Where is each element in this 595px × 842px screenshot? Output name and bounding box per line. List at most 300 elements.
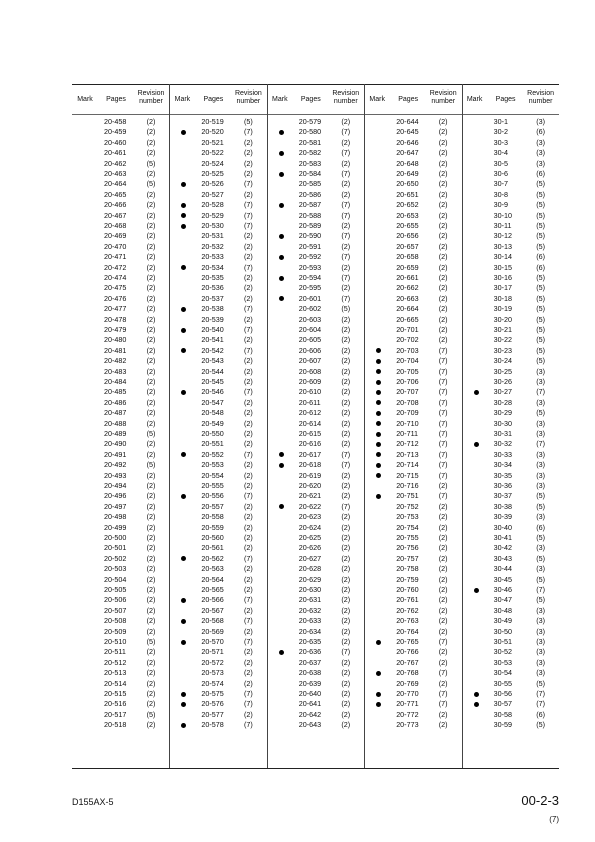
revision-mark-bullet (279, 296, 284, 301)
page-cell: 20-497 (104, 501, 127, 511)
revision-cell: (3) (536, 117, 545, 126)
page-cell: 20-533 (201, 252, 224, 262)
revision-mark-bullet (376, 421, 381, 426)
revision-cell: (2) (243, 678, 253, 688)
revision-cell: (2) (438, 314, 448, 324)
revision-cell: (2) (438, 179, 448, 189)
revision-mark-bullet (181, 307, 186, 312)
revision-cell: (7) (438, 429, 448, 438)
page-cell: 20-519 (201, 117, 224, 126)
page-cell: 30-58 (493, 709, 512, 719)
page-cell: 20-500 (104, 533, 127, 542)
page-cell: 20-534 (201, 262, 224, 272)
revision-cell: (2) (438, 533, 448, 542)
revision-cell: (7) (438, 470, 448, 480)
page-cell: 20-609 (298, 377, 322, 386)
revision-cell: (2) (243, 647, 253, 657)
header-revision-number: Revision number (429, 90, 457, 105)
revision-cell: (7) (243, 262, 253, 272)
revision-cell: (7) (438, 356, 448, 366)
page-cell: 20-536 (201, 283, 224, 293)
page-cell: 20-460 (104, 137, 127, 147)
page-cell: 30-30 (493, 418, 512, 428)
revision-cell: (3) (536, 137, 545, 147)
revision-cell: (2) (146, 481, 156, 490)
revision-cell: (2) (243, 501, 253, 511)
revision-cell: (2) (341, 574, 351, 584)
revision-mark-bullet (474, 702, 479, 707)
page-cell: 20-664 (396, 304, 419, 314)
page-cell: 20-627 (298, 553, 322, 563)
page-cell: 20-606 (298, 345, 322, 355)
page-cell: 20-632 (298, 605, 322, 615)
page-cell: 20-628 (298, 564, 322, 574)
revision-cell: (2) (146, 522, 156, 532)
revision-cell: (2) (341, 335, 351, 345)
page-cell: 20-712 (396, 439, 419, 449)
revision-cell: (2) (146, 283, 156, 293)
revision-mark-bullet (279, 504, 284, 509)
revision-cell: (7) (536, 387, 545, 397)
revision-cell: (2) (341, 720, 351, 730)
revision-mark-bullet (376, 348, 381, 353)
page-cell: 30-9 (493, 200, 508, 210)
page-cell: 30-23 (493, 345, 512, 355)
page-cell: 20-657 (396, 241, 419, 251)
header-mark: Mark (369, 96, 385, 103)
revision-cell: (7) (438, 439, 448, 449)
revision-cell: (2) (146, 501, 156, 511)
page-cell: 20-752 (396, 501, 419, 511)
page-cell: 30-45 (493, 574, 512, 584)
revision-cell: (2) (243, 668, 253, 678)
page-cell: 20-505 (104, 585, 127, 594)
revision-mark-bullet (376, 390, 381, 395)
header-mark: Mark (77, 96, 93, 103)
revision-cell: (2) (243, 626, 253, 636)
page-cell: 30-43 (493, 553, 512, 563)
revision-cell: (2) (341, 262, 351, 272)
page-cell: 20-575 (201, 689, 224, 698)
revision-cell: (2) (243, 273, 253, 282)
header-pages: Pages (495, 96, 516, 103)
page-cell: 20-539 (201, 314, 224, 324)
page-cell: 20-573 (201, 668, 224, 678)
revision-mark-bullet (376, 380, 381, 385)
page-cell: 20-475 (104, 283, 127, 293)
page-cell: 30-44 (493, 564, 512, 574)
revision-cell: (7) (438, 491, 448, 501)
page-cell: 20-590 (298, 231, 322, 241)
revision-cell: (2) (438, 325, 448, 334)
page-cell: 20-483 (104, 366, 127, 376)
revision-cell: (2) (243, 709, 253, 719)
page-cell: 20-548 (201, 408, 224, 418)
page-cell: 20-538 (201, 304, 224, 314)
page-cell: 20-489 (104, 429, 127, 438)
revision-mark-bullet (474, 390, 479, 395)
revision-cell: (2) (341, 605, 351, 615)
revision-cell: (2) (341, 481, 351, 490)
page-cell: 20-625 (298, 533, 322, 542)
revision-cell: (2) (341, 221, 351, 230)
revision-cell: (2) (438, 605, 448, 615)
revision-cell: (7) (243, 699, 253, 709)
revision-cell: (5) (536, 189, 545, 199)
revision-mark-bullet (181, 130, 186, 135)
page-cell: 30-10 (493, 210, 512, 220)
page-cell: 20-499 (104, 522, 127, 532)
page-cell: 30-35 (493, 470, 512, 480)
revision-cell: (2) (146, 449, 156, 459)
revision-cell: (2) (438, 522, 448, 532)
revision-cell: (2) (438, 169, 448, 178)
page-cell: 20-656 (396, 231, 419, 241)
revision-cell: (2) (438, 481, 448, 490)
page-cell: 20-492 (104, 460, 127, 470)
page-cell: 30-28 (493, 397, 512, 407)
page-cell: 20-556 (201, 491, 224, 501)
revision-cell: (2) (341, 283, 351, 293)
page-cell: 20-484 (104, 377, 127, 386)
revision-cell: (7) (243, 616, 253, 626)
revision-cell: (2) (341, 137, 351, 147)
header-pages: Pages (203, 96, 224, 103)
revision-mark-bullet (279, 203, 284, 208)
revision-mark-bullet (376, 494, 381, 499)
revision-mark-bullet (181, 598, 186, 603)
revision-cell: (2) (438, 148, 448, 158)
revision-cell: (7) (438, 387, 448, 397)
page-cell: 20-711 (396, 429, 419, 438)
revision-cell: (3) (536, 512, 545, 522)
page-cell: 30-53 (493, 657, 512, 667)
page-cell: 20-476 (104, 293, 127, 303)
page-revision: (7) (549, 815, 559, 824)
revision-cell: (2) (146, 252, 156, 262)
revision-cell: (7) (243, 179, 253, 189)
revision-cell: (7) (438, 637, 448, 646)
revision-cell: (3) (536, 377, 545, 386)
page-cell: 20-464 (104, 179, 127, 189)
page-cell: 20-530 (201, 221, 224, 230)
page-cell: 20-591 (298, 241, 322, 251)
revision-mark-bullet (279, 234, 284, 239)
revision-cell: (2) (146, 397, 156, 407)
page-cell: 20-710 (396, 418, 419, 428)
page-cell: 30-55 (493, 678, 512, 688)
revision-cell: (2) (146, 585, 156, 594)
revision-cell: (2) (341, 397, 351, 407)
page-cell: 20-527 (201, 189, 224, 199)
page-cell: 30-2 (493, 127, 508, 137)
revision-cell: (7) (438, 366, 448, 376)
page-cell: 30-12 (493, 231, 512, 241)
revision-mark-bullet (181, 224, 186, 229)
page-cell: 20-629 (298, 574, 322, 584)
revision-cell: (2) (243, 460, 253, 470)
revision-mark-bullet (181, 390, 186, 395)
revision-cell: (2) (243, 543, 253, 553)
page-cell: 20-582 (298, 148, 322, 158)
page-cell: 30-49 (493, 616, 512, 626)
table-top-rule (72, 84, 559, 85)
revision-cell: (2) (341, 439, 351, 449)
page-cell: 20-511 (104, 647, 126, 657)
page-cell: 20-768 (396, 668, 419, 678)
revision-cell: (2) (146, 512, 156, 522)
revision-mark-bullet (376, 692, 381, 697)
revision-cell: (2) (146, 262, 156, 272)
page-cell: 30-59 (493, 720, 512, 730)
revision-cell: (2) (438, 574, 448, 584)
revision-cell: (2) (341, 418, 351, 428)
page-cell: 30-17 (493, 283, 512, 293)
header-pages: Pages (106, 96, 126, 103)
revision-cell: (2) (146, 335, 156, 345)
revision-cell: (5) (146, 637, 156, 646)
page-cell: 20-529 (201, 210, 224, 220)
revision-mark-bullet (376, 463, 381, 468)
revision-cell: (7) (438, 418, 448, 428)
page-cell: 20-645 (396, 127, 419, 137)
revision-cell: (7) (243, 304, 253, 314)
page-cell: 20-584 (298, 169, 322, 178)
revision-mark-bullet (376, 702, 381, 707)
revision-cell: (2) (243, 293, 253, 303)
page-cell: 20-549 (201, 418, 224, 428)
page-cell: 20-470 (104, 241, 127, 251)
revision-cell: (7) (243, 127, 253, 137)
revision-cell: (2) (146, 533, 156, 542)
revision-mark-bullet (376, 432, 381, 437)
page-cell: 30-32 (493, 439, 512, 449)
page-cell: 20-630 (298, 585, 322, 594)
revision-cell: (2) (146, 418, 156, 428)
page-cell: 20-490 (104, 439, 127, 449)
revision-cell: (2) (341, 678, 351, 688)
revision-cell: (5) (536, 335, 545, 345)
revision-cell: (2) (341, 657, 351, 667)
page-cell: 30-4 (493, 148, 508, 158)
revision-cell: (2) (438, 616, 448, 626)
revision-cell: (7) (341, 501, 351, 511)
page-cell: 30-42 (493, 543, 512, 553)
page-cell: 20-760 (396, 585, 419, 594)
revision-cell: (2) (243, 574, 253, 584)
revision-cell: (7) (243, 387, 253, 397)
revision-cell: (6) (536, 262, 545, 272)
revision-cell: (7) (341, 210, 351, 220)
revision-cell: (2) (146, 408, 156, 418)
revision-cell: (2) (438, 293, 448, 303)
page-cell: 20-623 (298, 512, 322, 522)
revision-cell: (2) (438, 304, 448, 314)
revision-cell: (2) (438, 543, 448, 553)
revision-cell: (5) (146, 158, 156, 168)
page-cell: 30-46 (493, 585, 512, 594)
revision-cell: (2) (438, 709, 448, 719)
page-cell: 20-659 (396, 262, 419, 272)
revision-cell: (5) (536, 273, 545, 282)
page-cell: 20-524 (201, 158, 224, 168)
page-cell: 30-8 (493, 189, 508, 199)
revision-cell: (2) (438, 585, 448, 594)
revision-cell: (7) (536, 439, 545, 449)
revision-cell: (3) (536, 637, 545, 646)
revision-cell: (2) (146, 148, 156, 158)
page-cell: 20-636 (298, 647, 322, 657)
revision-cell: (2) (146, 273, 156, 282)
revision-cell: (6) (536, 252, 545, 262)
revision-cell: (2) (146, 387, 156, 397)
page-cell: 30-51 (493, 637, 512, 646)
page-cell: 20-463 (104, 169, 127, 178)
revision-mark-bullet (376, 640, 381, 645)
header-mark: Mark (272, 96, 288, 103)
revision-cell: (2) (341, 522, 351, 532)
revision-cell: (5) (536, 283, 545, 293)
revision-mark-bullet (376, 359, 381, 364)
revision-cell: (2) (243, 408, 253, 418)
page-cell: 20-513 (104, 668, 127, 678)
page-cell: 20-650 (396, 179, 419, 189)
revision-cell: (2) (146, 543, 156, 553)
page-cell: 20-653 (396, 210, 419, 220)
revision-cell: (2) (243, 335, 253, 345)
revision-cell: (2) (243, 481, 253, 490)
page-cell: 20-612 (298, 408, 322, 418)
page-cell: 20-762 (396, 605, 419, 615)
revision-cell: (2) (146, 200, 156, 210)
page-cell: 20-652 (396, 200, 419, 210)
page-cell: 20-595 (298, 283, 322, 293)
page-cell: 30-27 (493, 387, 512, 397)
page-cell: 20-481 (104, 345, 127, 355)
revision-cell: (5) (536, 241, 545, 251)
revision-cell: (2) (438, 137, 448, 147)
revision-cell: (5) (536, 533, 545, 542)
revision-cell: (3) (536, 158, 545, 168)
page-cell: 20-639 (298, 678, 322, 688)
column-divider (364, 84, 365, 768)
page-cell: 20-494 (104, 481, 127, 490)
revision-cell: (2) (146, 169, 156, 178)
page-cell: 30-37 (493, 491, 512, 501)
revision-cell: (3) (536, 605, 545, 615)
revision-cell: (2) (146, 366, 156, 376)
page-cell: 20-510 (104, 637, 127, 646)
page-cell: 20-520 (201, 127, 224, 137)
revision-cell: (2) (146, 231, 156, 241)
revision-cell: (2) (146, 137, 156, 147)
page-cell: 20-559 (201, 522, 224, 532)
page-cell: 20-540 (201, 325, 224, 334)
revision-cell: (2) (341, 470, 351, 480)
revision-cell: (2) (341, 543, 351, 553)
page-cell: 20-633 (298, 616, 322, 626)
revision-mark-bullet (181, 556, 186, 561)
page-cell: 20-565 (201, 585, 224, 594)
revision-cell: (7) (536, 585, 545, 594)
revision-mark-bullet (474, 442, 479, 447)
page-cell: 20-581 (298, 137, 322, 147)
revision-cell: (2) (438, 158, 448, 168)
page-cell: 20-701 (396, 325, 419, 334)
page-cell: 20-616 (298, 439, 322, 449)
revision-cell: (2) (341, 533, 351, 542)
page-cell: 30-52 (493, 647, 512, 657)
page-cell: 20-546 (201, 387, 224, 397)
page-cell: 20-503 (104, 564, 127, 574)
page-cell: 30-29 (493, 408, 512, 418)
page-cell: 20-491 (104, 449, 127, 459)
page-cell: 20-622 (298, 501, 322, 511)
revision-cell: (2) (438, 127, 448, 137)
page-cell: 20-537 (201, 293, 224, 303)
revision-cell: (2) (341, 345, 351, 355)
revision-cell: (2) (341, 429, 351, 438)
page-cell: 20-593 (298, 262, 322, 272)
revision-cell: (7) (341, 460, 351, 470)
revision-mark-bullet (181, 265, 186, 270)
page-cell: 20-610 (298, 387, 322, 397)
page-cell: 20-635 (298, 637, 322, 646)
revision-mark-bullet (181, 213, 186, 218)
page-cell: 20-715 (396, 470, 419, 480)
revision-cell: (2) (146, 699, 156, 709)
revision-mark-bullet (474, 588, 479, 593)
revision-cell: (2) (341, 325, 351, 334)
revision-cell: (5) (536, 356, 545, 366)
page-cell: 20-770 (396, 689, 419, 698)
revision-cell: (7) (536, 699, 545, 709)
revision-cell: (2) (341, 314, 351, 324)
page-cell: 20-767 (396, 657, 419, 667)
page-cell: 30-11 (493, 221, 512, 230)
header-mark: Mark (174, 96, 191, 103)
header-pages: Pages (398, 96, 419, 103)
page-cell: 20-480 (104, 335, 127, 345)
revision-mark-bullet (279, 650, 284, 655)
page-cell: 30-38 (493, 501, 512, 511)
page-cell: 20-487 (104, 408, 127, 418)
page-cell: 20-643 (298, 720, 322, 730)
page-cell: 30-34 (493, 460, 512, 470)
page-cell: 20-522 (201, 148, 224, 158)
revision-cell: (7) (243, 345, 253, 355)
revision-cell: (2) (438, 720, 448, 730)
revision-cell: (2) (341, 668, 351, 678)
revision-cell: (2) (146, 241, 156, 251)
page-cell: 20-601 (298, 293, 322, 303)
page-cell: 20-569 (201, 626, 224, 636)
page-cell: 20-496 (104, 491, 127, 501)
revision-cell: (3) (536, 647, 545, 657)
revision-cell: (2) (146, 657, 156, 667)
page-cell: 30-21 (493, 325, 512, 334)
revision-mark-bullet (279, 172, 284, 177)
revision-cell: (7) (341, 200, 351, 210)
revision-cell: (2) (243, 470, 253, 480)
revision-cell: (2) (341, 689, 351, 698)
page-cell: 20-458 (104, 117, 127, 126)
page-cell: 20-485 (104, 387, 127, 397)
page-cell: 20-544 (201, 366, 224, 376)
page-cell: 20-763 (396, 616, 419, 626)
page-cell: 30-26 (493, 377, 512, 386)
revision-cell: (7) (438, 699, 448, 709)
